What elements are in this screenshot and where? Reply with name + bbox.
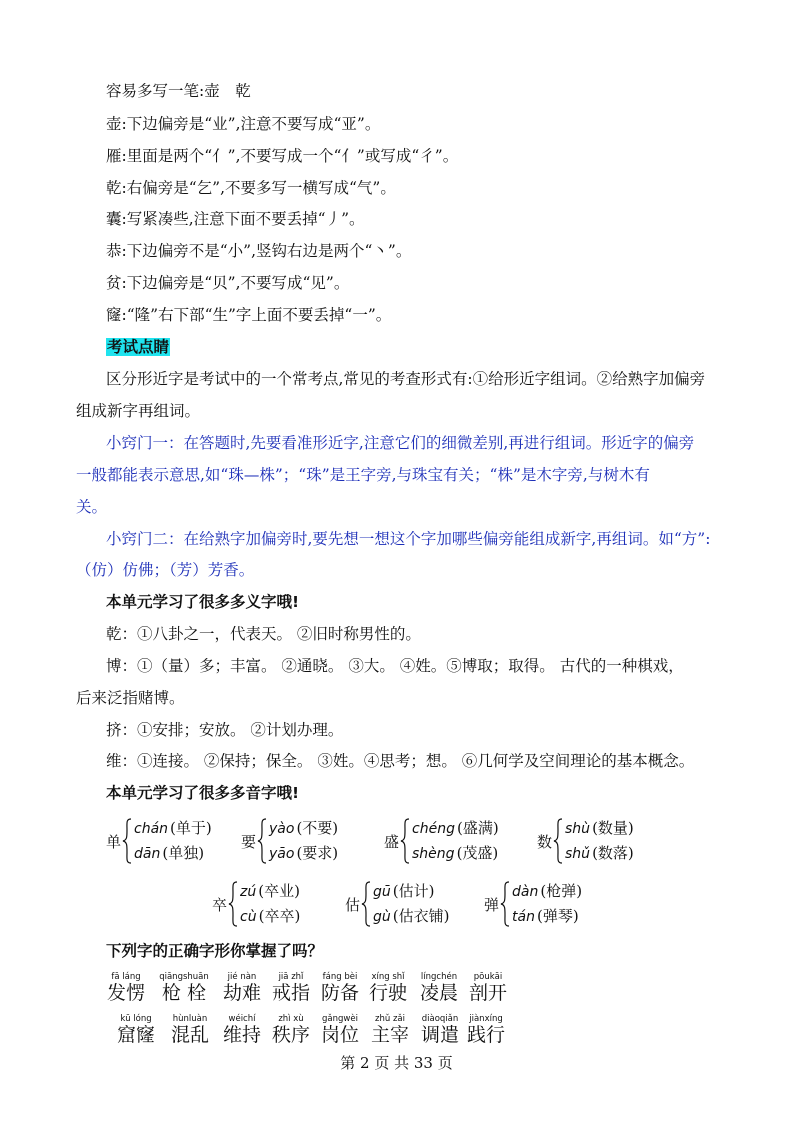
pinyin: chéng (412, 821, 455, 837)
word-chars: 防备 (320, 982, 359, 1004)
word-chars: 枪 栓 (161, 982, 207, 1004)
word-item (156, 972, 212, 1004)
word-chars: 践行 (466, 1024, 505, 1046)
word-pinyin: zhì xù (278, 1014, 304, 1024)
pinyin: zú (240, 884, 257, 900)
example-word: (估衣铺) (392, 907, 450, 925)
word-chars: 混乱 (170, 1024, 209, 1046)
polyphone-group (384, 815, 499, 867)
polyphone-char: 盛 (384, 832, 400, 851)
text-line: 容易多写一笔:壶 乾 (106, 82, 251, 100)
brace-icon (500, 881, 510, 927)
section-heading-polysemy: 本单元学习了很多多义字哦! (106, 593, 300, 611)
polyphone-group (484, 878, 582, 930)
pinyin: shèng (412, 846, 455, 862)
example-word: (估计) (392, 882, 435, 900)
definition-line: 后来泛指赌博。 (76, 689, 185, 707)
pinyin: yào (269, 821, 295, 837)
section-heading-exam: 考试点睛 (107, 338, 170, 356)
word-item (220, 1014, 264, 1046)
word-pinyin: wéichí (228, 1014, 256, 1024)
word-chars: 窟窿 (116, 1024, 155, 1046)
section-heading-correct-forms: 下列字的正确字形你掌握了吗？ (106, 942, 324, 960)
tip-line: 小窍门一：在答题时,先要看准形近字,注意它们的细微差别,再进行组词。形近字的偏旁 (106, 434, 695, 452)
brace-icon (361, 881, 371, 927)
example-word: (单独) (162, 844, 205, 862)
word-pinyin: jiànxíng (469, 1014, 503, 1024)
polyphone-group (537, 815, 634, 867)
word-pinyin: xíng shǐ (371, 972, 405, 982)
polyphone-group (241, 815, 338, 867)
example-word: (数落) (592, 844, 634, 862)
word-chars: 剖开 (468, 982, 507, 1004)
polyphone-group (345, 878, 450, 930)
word-pinyin: jiā zhǐ (278, 972, 304, 982)
word-item (417, 972, 461, 1004)
example-word: (要求) (296, 844, 339, 862)
polyphone-char: 弹 (484, 895, 500, 914)
definition-line: 乾：①八卦之一，代表天。 ②旧时称男性的。 (106, 625, 421, 643)
definition-line: 维：①连接。 ②保持；保全。 ③姓。④思考；想。 ⑥几何学及空间理论的基本概念。 (106, 752, 695, 770)
word-item (114, 1014, 158, 1046)
word-item (464, 1014, 508, 1046)
paragraph-line: 组成新字再组词。 (76, 402, 201, 420)
pinyin: dàn (512, 884, 539, 900)
word-item (318, 1014, 362, 1046)
brace-icon (122, 818, 132, 864)
word-chars: 发愣 (106, 982, 145, 1004)
paragraph-line: 区分形近字是考试中的一个常考点,常见的考查形式有:①给形近字组词。②给熟字加偏旁 (106, 370, 706, 388)
word-pinyin: pōukāi (473, 972, 503, 982)
text-line: 恭:下边偏旁不是“小”,竖钩右边是两个“丶”。 (106, 242, 412, 260)
tip-line: 关。 (76, 498, 108, 516)
polyphone-char: 卒 (212, 895, 228, 914)
text-line: 贫:下边偏旁是“贝”,不要写成“见”。 (106, 274, 350, 292)
word-item (168, 1014, 212, 1046)
word-item (318, 972, 362, 1004)
pinyin: chán (134, 821, 169, 837)
word-item (418, 1014, 462, 1046)
text-line: 乾:右偏旁是“乞”,不要多写一横写成“气”。 (106, 179, 396, 197)
word-chars: 戒指 (271, 982, 310, 1004)
word-pinyin: hùnluàn (172, 1014, 208, 1024)
pinyin: shǔ (565, 846, 591, 862)
polyphone-char: 数 (537, 832, 553, 851)
word-chars: 凌晨 (419, 982, 458, 1004)
word-item (366, 972, 410, 1004)
text-line: 雁:里面是两个“亻”,不要写成一个“亻”或写成“彳”。 (106, 147, 459, 165)
brace-icon (400, 818, 410, 864)
word-pinyin: zhǔ zǎi (375, 1014, 405, 1024)
example-word: (单于) (170, 819, 212, 837)
pinyin: tán (512, 909, 535, 925)
pinyin: dān (134, 846, 161, 862)
word-item (269, 1014, 313, 1046)
page-footer: 第 2 页 共 33 页 (340, 1054, 453, 1072)
example-word: (卒业) (258, 882, 300, 900)
word-chars: 岗位 (320, 1024, 359, 1046)
word-pinyin: fā láng (111, 972, 141, 982)
tip-line: 小窍门二：在给熟字加偏旁时,要先想一想这个字加哪些偏旁能组成新字,再组词。如“方”: (106, 530, 711, 548)
pinyin: yāo (269, 846, 295, 862)
example-word: (枪弹) (540, 882, 583, 900)
example-word: (弹琴) (536, 907, 579, 925)
word-pinyin: língchén (420, 972, 458, 982)
word-pinyin: kū lóng (120, 1014, 152, 1024)
word-item (269, 972, 313, 1004)
text-line: 囊:写紧凑些,注意下面不要丢掉“丿”。 (106, 210, 365, 228)
pinyin: cù (240, 909, 257, 925)
brace-icon (257, 818, 267, 864)
tip-line: （仿）仿佛；（芳）芳香。 (76, 561, 255, 579)
tip-line: 一般都能表示意思,如“珠—株”；“珠”是王字旁,与珠宝有关；“株”是木字旁,与树木有 (76, 466, 650, 484)
word-item (104, 972, 148, 1004)
word-pinyin: jié nàn (227, 972, 257, 982)
pinyin: gù (373, 909, 391, 925)
word-item (368, 1014, 412, 1046)
example-word: (数量) (592, 819, 634, 837)
word-pinyin: fáng bèi (322, 972, 358, 982)
polyphone-group (106, 815, 212, 867)
example-word: (茂盛) (456, 844, 499, 862)
example-word: (不要) (296, 819, 339, 837)
definition-line: 博：①（量）多；丰富。 ②通晓。 ③大。 ④姓。⑤博取；取得。 古代的一种棋戏， (106, 657, 684, 675)
word-chars: 维持 (222, 1024, 261, 1046)
pinyin: gū (373, 884, 391, 900)
brace-icon (553, 818, 563, 864)
word-chars: 秩序 (271, 1024, 310, 1046)
word-item (466, 972, 510, 1004)
text-line: 窿:“隆”右下部“生”字上面不要丢掉“一”。 (106, 306, 392, 324)
word-chars: 调遣 (420, 1024, 459, 1046)
word-chars: 主宰 (370, 1024, 409, 1046)
polyphone-char: 要 (241, 832, 257, 851)
word-chars: 劫难 (222, 982, 261, 1004)
definition-line: 挤：①安排；安放。 ②计划办理。 (106, 721, 344, 739)
section-heading-polyphone: 本单元学习了很多多音字哦! (106, 784, 300, 802)
word-pinyin: qiāngshuān (159, 972, 209, 982)
word-pinyin: gǎngwèi (322, 1014, 358, 1024)
polyphone-char: 估 (345, 895, 361, 914)
word-pinyin: diàoqiǎn (421, 1014, 459, 1024)
word-item (220, 972, 264, 1004)
polyphone-char: 单 (106, 832, 122, 851)
brace-icon (228, 881, 238, 927)
pinyin: shù (565, 821, 591, 837)
example-word: (卒卒) (258, 907, 301, 925)
polyphone-group (212, 878, 300, 930)
example-word: (盛满) (456, 819, 499, 837)
text-line: 壶:下边偏旁是“业”,注意不要写成“亚”。 (106, 115, 381, 133)
word-chars: 行驶 (368, 982, 407, 1004)
